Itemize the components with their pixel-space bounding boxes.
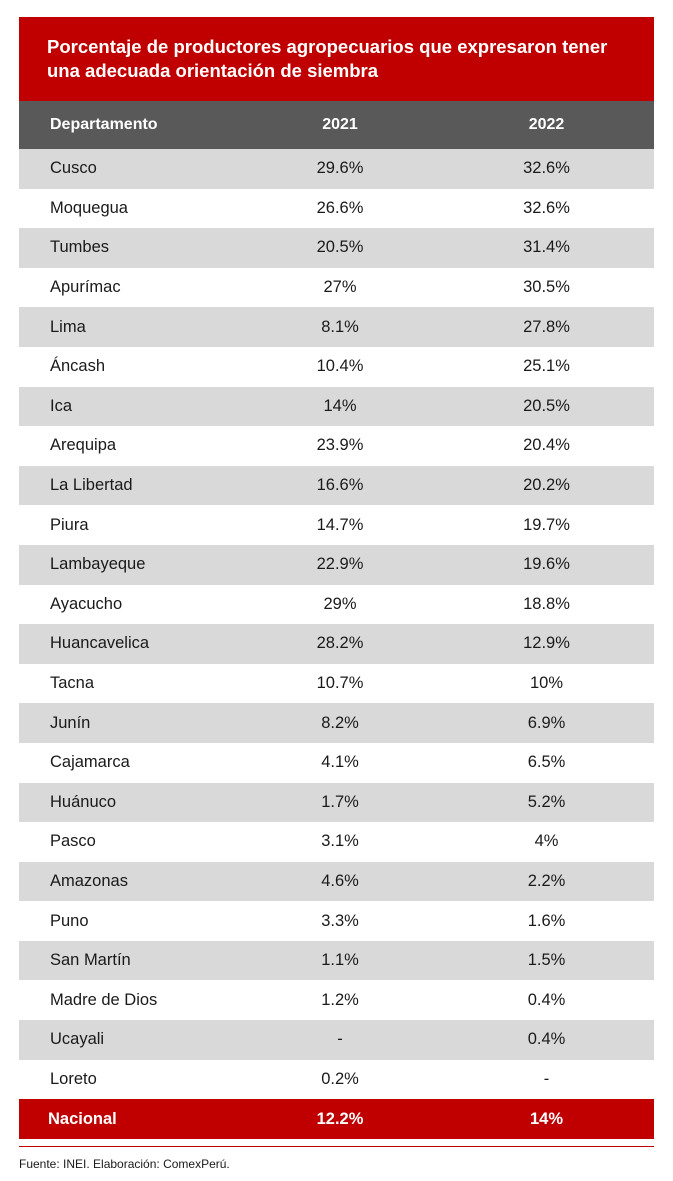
cell-2022: 4% bbox=[534, 832, 559, 851]
cell-departamento: Amazonas bbox=[50, 871, 128, 890]
cell-departamento: Pasco bbox=[50, 832, 96, 851]
cell-2022: - bbox=[543, 1069, 550, 1088]
table-row bbox=[19, 347, 654, 387]
total-2022: 14% bbox=[529, 1109, 564, 1128]
cell-departamento: Huánuco bbox=[50, 792, 117, 811]
cell-departamento: Tumbes bbox=[50, 238, 109, 257]
cell-departamento: Huancavelica bbox=[50, 634, 150, 653]
cell-2022: 27.8% bbox=[523, 317, 570, 336]
cell-departamento: Cajamarca bbox=[50, 753, 130, 772]
table-row bbox=[19, 1020, 654, 1060]
cell-2021: 14.7% bbox=[316, 515, 364, 534]
total-row bbox=[19, 1099, 654, 1139]
cell-2022: 31.4% bbox=[523, 238, 570, 257]
table-row bbox=[19, 743, 654, 783]
table-row bbox=[19, 307, 654, 347]
cell-2022: 1.5% bbox=[527, 951, 566, 970]
cell-2021: 0.2% bbox=[321, 1069, 359, 1088]
cell-departamento: Áncash bbox=[50, 357, 106, 376]
table-row bbox=[19, 703, 654, 743]
table-body bbox=[19, 149, 654, 1099]
cell-2022: 30.5% bbox=[523, 278, 570, 297]
table-row bbox=[19, 585, 654, 625]
table-row bbox=[19, 466, 654, 506]
cell-2021: 20.5% bbox=[316, 238, 364, 257]
table-row bbox=[19, 901, 654, 941]
cell-2022: 12.9% bbox=[523, 634, 570, 653]
table-row bbox=[19, 426, 654, 466]
cell-2021: 10.4% bbox=[316, 357, 364, 376]
cell-2021: 26.6% bbox=[316, 198, 364, 217]
cell-2022: 0.4% bbox=[527, 1030, 566, 1049]
cell-2021: 1.2% bbox=[321, 990, 359, 1009]
cell-2021: 10.7% bbox=[316, 674, 364, 693]
total-label: Nacional bbox=[48, 1109, 117, 1128]
table-row bbox=[19, 189, 654, 229]
cell-2022: 0.4% bbox=[527, 990, 566, 1009]
table-row bbox=[19, 228, 654, 268]
cell-2021: 14% bbox=[323, 396, 357, 415]
cell-2021: 3.3% bbox=[321, 911, 359, 930]
cell-departamento: Tacna bbox=[50, 674, 95, 693]
table-row bbox=[19, 387, 654, 427]
cell-departamento: Loreto bbox=[50, 1069, 97, 1088]
cell-2021: 22.9% bbox=[316, 555, 364, 574]
cell-departamento: Apurímac bbox=[50, 278, 121, 297]
cell-departamento: Madre de Dios bbox=[50, 990, 158, 1009]
cell-2022: 25.1% bbox=[523, 357, 570, 376]
cell-2022: 2.2% bbox=[527, 871, 566, 890]
cell-2021: 3.1% bbox=[321, 832, 359, 851]
table-row bbox=[19, 268, 654, 308]
cell-2021: 16.6% bbox=[316, 476, 364, 495]
header-2021: 2021 bbox=[322, 116, 358, 133]
table-row bbox=[19, 980, 654, 1020]
table-row bbox=[19, 783, 654, 823]
cell-2021: - bbox=[337, 1030, 343, 1049]
cell-2022: 10% bbox=[529, 674, 564, 693]
cell-2021: 1.1% bbox=[321, 951, 359, 970]
cell-2021: 8.2% bbox=[321, 713, 359, 732]
table-row bbox=[19, 941, 654, 981]
cell-2021: 29.6% bbox=[316, 159, 364, 178]
cell-departamento: Cusco bbox=[50, 159, 97, 178]
source-note: Fuente: INEI. Elaboración: ComexPerú. bbox=[19, 1157, 230, 1171]
cell-departamento: Ayacucho bbox=[50, 594, 123, 613]
cell-2022: 1.6% bbox=[527, 911, 566, 930]
cell-departamento: Arequipa bbox=[50, 436, 117, 455]
table-row bbox=[19, 822, 654, 862]
cell-2021: 27% bbox=[323, 278, 357, 297]
table-row bbox=[19, 149, 654, 189]
cell-departamento: Piura bbox=[50, 515, 89, 534]
cell-2022: 19.6% bbox=[523, 555, 570, 574]
cell-2022: 18.8% bbox=[523, 594, 570, 613]
cell-2021: 1.7% bbox=[321, 792, 359, 811]
table-row bbox=[19, 505, 654, 545]
cell-2022: 19.7% bbox=[523, 515, 570, 534]
cell-2021: 4.6% bbox=[321, 871, 359, 890]
cell-2021: 8.1% bbox=[321, 317, 359, 336]
cell-2021: 23.9% bbox=[316, 436, 364, 455]
cell-2022: 20.4% bbox=[523, 436, 570, 455]
cell-departamento: Lima bbox=[50, 317, 86, 336]
table-row bbox=[19, 664, 654, 704]
table-title: Porcentaje de productores agropecuarios que expresaron tener una adecuada orientación de siembra bbox=[19, 17, 654, 101]
cell-2022: 32.6% bbox=[523, 159, 570, 178]
cell-2022: 32.6% bbox=[523, 198, 570, 217]
table-row bbox=[19, 862, 654, 902]
cell-2022: 6.5% bbox=[527, 753, 566, 772]
table-row bbox=[19, 624, 654, 664]
footer-rule bbox=[19, 1146, 654, 1147]
cell-2022: 20.5% bbox=[523, 396, 570, 415]
cell-departamento: Lambayeque bbox=[50, 555, 146, 574]
cell-2022: 6.9% bbox=[527, 713, 566, 732]
header-departamento: Departamento bbox=[50, 116, 158, 133]
cell-2022: 20.2% bbox=[523, 476, 570, 495]
cell-2021: 4.1% bbox=[321, 753, 359, 772]
cell-departamento: Junín bbox=[50, 713, 91, 732]
table-row bbox=[19, 545, 654, 585]
cell-2022: 5.2% bbox=[527, 792, 566, 811]
cell-2021: 28.2% bbox=[316, 634, 364, 653]
cell-2021: 29% bbox=[323, 594, 357, 613]
table-panel bbox=[19, 17, 654, 1139]
cell-departamento: La Libertad bbox=[50, 476, 133, 495]
cell-departamento: Moquegua bbox=[50, 198, 128, 217]
cell-departamento: Ucayali bbox=[50, 1030, 105, 1049]
table-header bbox=[19, 101, 654, 149]
table-row bbox=[19, 1060, 654, 1100]
cell-departamento: Puno bbox=[50, 911, 89, 930]
cell-departamento: San Martín bbox=[50, 951, 131, 970]
header-2022: 2022 bbox=[528, 116, 565, 133]
cell-departamento: Ica bbox=[50, 396, 73, 415]
total-2021: 12.2% bbox=[316, 1109, 364, 1128]
